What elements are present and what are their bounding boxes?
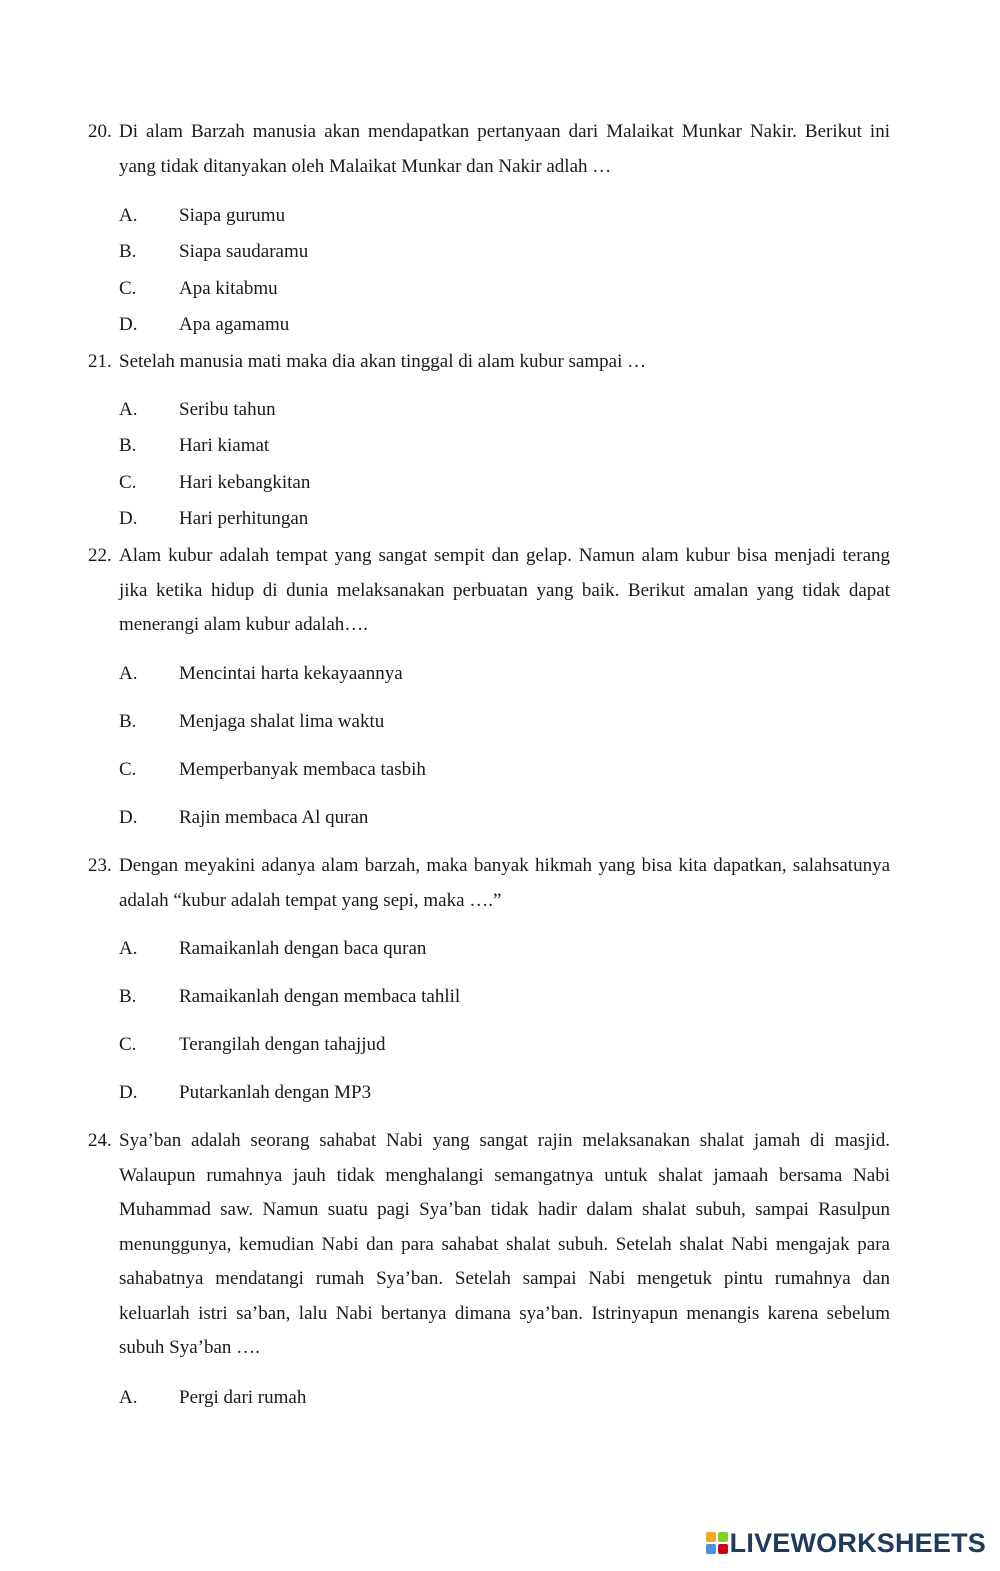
question-number: 22. bbox=[88, 545, 112, 566]
option-letter: C. bbox=[119, 472, 137, 493]
option-text: Menjaga shalat lima waktu bbox=[179, 711, 385, 732]
question-24 bbox=[88, 1124, 890, 1366]
logo-text: LIVEWORKSHEETS bbox=[729, 1527, 986, 1558]
option-22-c[interactable] bbox=[119, 758, 426, 782]
option-letter: A. bbox=[119, 205, 138, 226]
liveworksheets-logo bbox=[706, 1528, 986, 1558]
question-number: 21. bbox=[88, 351, 112, 372]
option-letter: D. bbox=[119, 508, 138, 529]
option-letter: D. bbox=[119, 314, 138, 335]
option-23-b[interactable] bbox=[119, 985, 460, 1009]
option-letter: B. bbox=[119, 711, 137, 732]
option-20-b[interactable] bbox=[119, 240, 308, 264]
option-letter: C. bbox=[119, 278, 137, 299]
option-20-d[interactable] bbox=[119, 313, 289, 337]
question-number: 24. bbox=[88, 1130, 112, 1151]
question-20 bbox=[88, 115, 890, 184]
question-text: Alam kubur adalah tempat yang sangat sempit dan gelap. Namun alam kubur bisa menjadi terang jika ketika hidup di dunia melaksanakan perbuatan yang baik. Berikut amalan yang tidak dapat menerangi alam kubur adalah…. bbox=[119, 545, 890, 635]
option-text: Siapa gurumu bbox=[179, 205, 286, 226]
question-text: Setelah manusia mati maka dia akan tinggal di alam kubur sampai … bbox=[119, 351, 647, 372]
option-letter: B. bbox=[119, 986, 137, 1007]
option-letter: A. bbox=[119, 1387, 138, 1408]
logo-square-1 bbox=[706, 1532, 716, 1542]
option-22-b[interactable] bbox=[119, 710, 384, 734]
option-text: Ramaikanlah dengan baca quran bbox=[179, 938, 427, 959]
option-text: Pergi dari rumah bbox=[179, 1387, 307, 1408]
option-text: Rajin membaca Al quran bbox=[179, 807, 369, 828]
option-21-d[interactable] bbox=[119, 507, 308, 531]
option-23-a[interactable] bbox=[119, 937, 426, 961]
option-23-c[interactable] bbox=[119, 1033, 386, 1057]
question-number: 20. bbox=[88, 121, 112, 142]
option-21-b[interactable] bbox=[119, 434, 269, 458]
option-text: Memperbanyak membaca tasbih bbox=[179, 759, 426, 780]
option-22-d[interactable] bbox=[119, 806, 368, 830]
logo-square-2 bbox=[718, 1532, 728, 1542]
option-text: Hari kebangkitan bbox=[179, 472, 311, 493]
option-text: Ramaikanlah dengan membaca tahlil bbox=[179, 986, 461, 1007]
question-22 bbox=[88, 539, 890, 643]
option-24-a[interactable] bbox=[119, 1386, 306, 1410]
option-text: Putarkanlah dengan MP3 bbox=[179, 1082, 372, 1103]
option-letter: B. bbox=[119, 435, 137, 456]
option-text: Hari kiamat bbox=[179, 435, 270, 456]
option-20-c[interactable] bbox=[119, 277, 278, 301]
option-letter: D. bbox=[119, 1082, 138, 1103]
question-text: Dengan meyakini adanya alam barzah, maka banyak hikmah yang bisa kita dapatkan, salahsatunya adalah “kubur adalah tempat yang sepi, maka ….” bbox=[119, 855, 890, 911]
question-text: Di alam Barzah manusia akan mendapatkan pertanyaan dari Malaikat Munkar Nakir. Berikut ini yang tidak ditanyakan oleh Malaikat Munkar dan Nakir adlah … bbox=[119, 121, 890, 177]
liveworksheets-logo-icon bbox=[706, 1532, 728, 1554]
option-letter: A. bbox=[119, 399, 138, 420]
option-21-a[interactable] bbox=[119, 398, 276, 422]
logo-square-3 bbox=[706, 1544, 716, 1554]
option-21-c[interactable] bbox=[119, 471, 310, 495]
option-text: Apa kitabmu bbox=[179, 278, 278, 299]
option-text: Seribu tahun bbox=[179, 399, 276, 420]
logo-square-4 bbox=[718, 1544, 728, 1554]
option-text: Hari perhitungan bbox=[179, 508, 309, 529]
question-number: 23. bbox=[88, 855, 112, 876]
option-22-a[interactable] bbox=[119, 662, 403, 686]
option-text: Terangilah dengan tahajjud bbox=[179, 1034, 386, 1055]
option-letter: C. bbox=[119, 1034, 137, 1055]
option-text: Apa agamamu bbox=[179, 314, 290, 335]
option-letter: A. bbox=[119, 663, 138, 684]
option-letter: A. bbox=[119, 938, 138, 959]
option-letter: B. bbox=[119, 241, 137, 262]
option-letter: C. bbox=[119, 759, 137, 780]
option-23-d[interactable] bbox=[119, 1081, 371, 1105]
question-text: Sya’ban adalah seorang sahabat Nabi yang sangat rajin melaksanakan shalat jamah di masjid. Walaupun rumahnya jauh tidak menghalangi semangatnya untuk shalat jamaah bersama Nabi Muhammad saw. Namun suatu pagi Sya’ban tidak hadir dalam shalat subuh, sampai Rasulpun menunggunya, kemudian Nabi dan para sahabat shalat subuh. Setelah shalat Nabi mengajak para sahabatnya mendatangi rumah Sya’ban. Setelah sampai Nabi mengetuk pintu rumahnya dan keluarlah istri sa’ban, lalu Nabi bertanya dimana sya’ban. Istrinyapun menangis karena sebelum subuh Sya’ban …. bbox=[119, 1130, 890, 1358]
option-letter: D. bbox=[119, 807, 138, 828]
question-21 bbox=[88, 345, 890, 380]
option-text: Mencintai harta kekayaannya bbox=[179, 663, 403, 684]
option-text: Siapa saudaramu bbox=[179, 241, 309, 262]
option-20-a[interactable] bbox=[119, 204, 285, 228]
question-23 bbox=[88, 849, 890, 918]
